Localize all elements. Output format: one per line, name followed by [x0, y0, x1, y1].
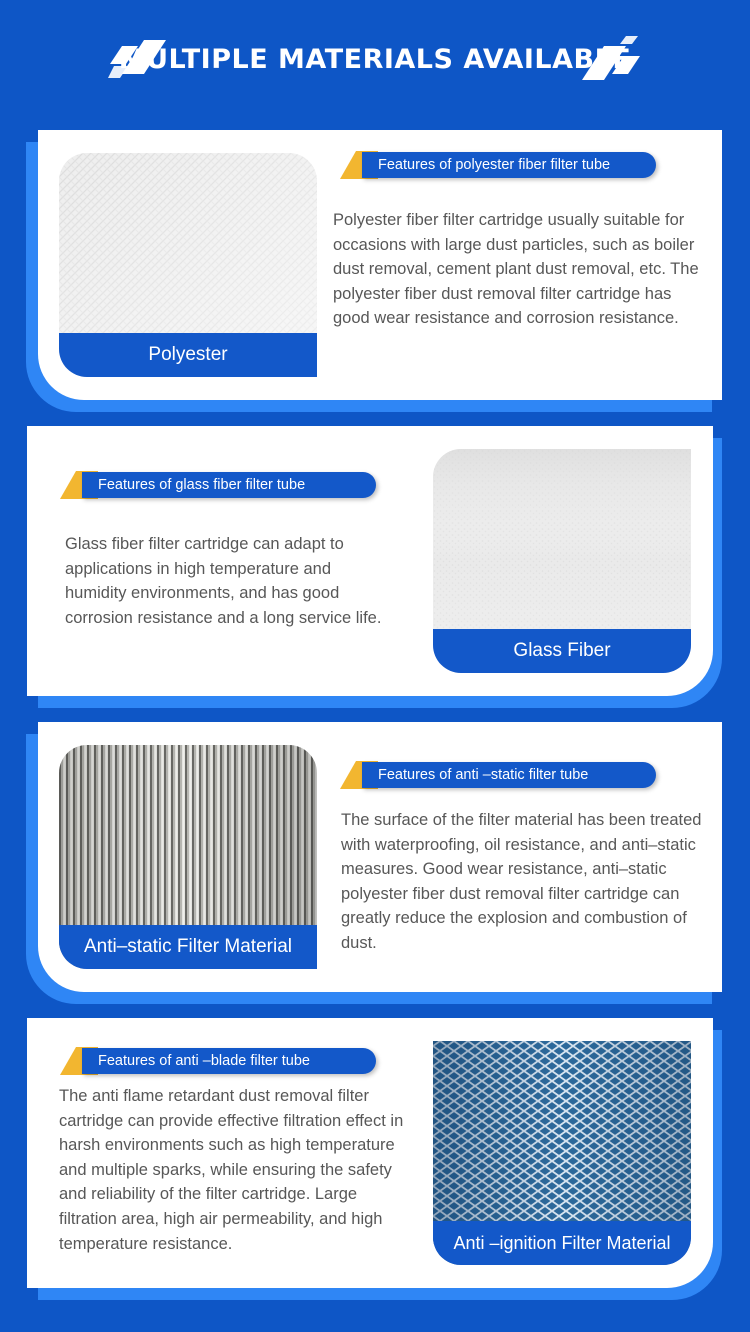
anti-ignition-feature-tag — [60, 1045, 376, 1077]
anti-static-caption: Anti–static Filter Material — [59, 925, 317, 969]
polyester-description: Polyester fiber filter cartridge usually suitable for occasions with large dust particles, such as boiler dust removal, cement plant dust removal, etc. The polyester fiber dust removal filter cartridge has good wear resistance and corrosion resistance. — [333, 211, 699, 328]
card-polyester — [38, 130, 722, 400]
anti-ignition-caption: Anti –ignition Filter Material — [433, 1221, 691, 1265]
polyester-photo — [59, 153, 317, 377]
glass-fiber-feature-label: Features of glass fiber filter tube — [82, 472, 376, 498]
glass-fiber-photo — [433, 449, 691, 673]
polyester-feature-tag — [340, 149, 656, 181]
anti-ignition-feature-label: Features of anti –blade filter tube — [82, 1048, 376, 1074]
anti-static-description: The surface of the filter material has been treated with waterproofing, oil resistance, and anti–static measures. Good wear resistance, anti–static polyester fiber dust removal filter cartridge can greatly reduce the explosion and combustion of dust. — [341, 811, 702, 952]
polyester-caption: Polyester — [59, 333, 317, 377]
anti-static-feature-label: Features of anti –static filter tube — [362, 762, 656, 788]
anti-static-photo — [59, 745, 317, 969]
polyester-feature-label: Features of polyester fiber filter tube — [362, 152, 656, 178]
anti-ignition-description: The anti flame retardant dust removal filter cartridge can provide effective filtration effect in harsh environments such as high temperature and multiple sparks, while ensuring the safety and reliability of the filter cartridge. Large filtration area, high air permeability, and high temperature resistance. — [59, 1087, 404, 1253]
anti-ignition-photo — [433, 1041, 691, 1265]
page-title: MULTIPLE MATERIALS AVAILABLE — [118, 44, 632, 75]
glass-fiber-feature-tag — [60, 469, 376, 501]
card-glass-fiber — [27, 426, 713, 696]
glass-fiber-description: Glass fiber filter cartridge can adapt to applications in high temperature and humidity environments, and has good corrosion resistance and a long service life. — [65, 535, 382, 627]
anti-static-feature-tag — [340, 759, 656, 791]
card-anti-static — [38, 722, 722, 992]
glass-fiber-caption: Glass Fiber — [433, 629, 691, 673]
page-header — [0, 30, 750, 94]
card-anti-ignition — [27, 1018, 713, 1288]
